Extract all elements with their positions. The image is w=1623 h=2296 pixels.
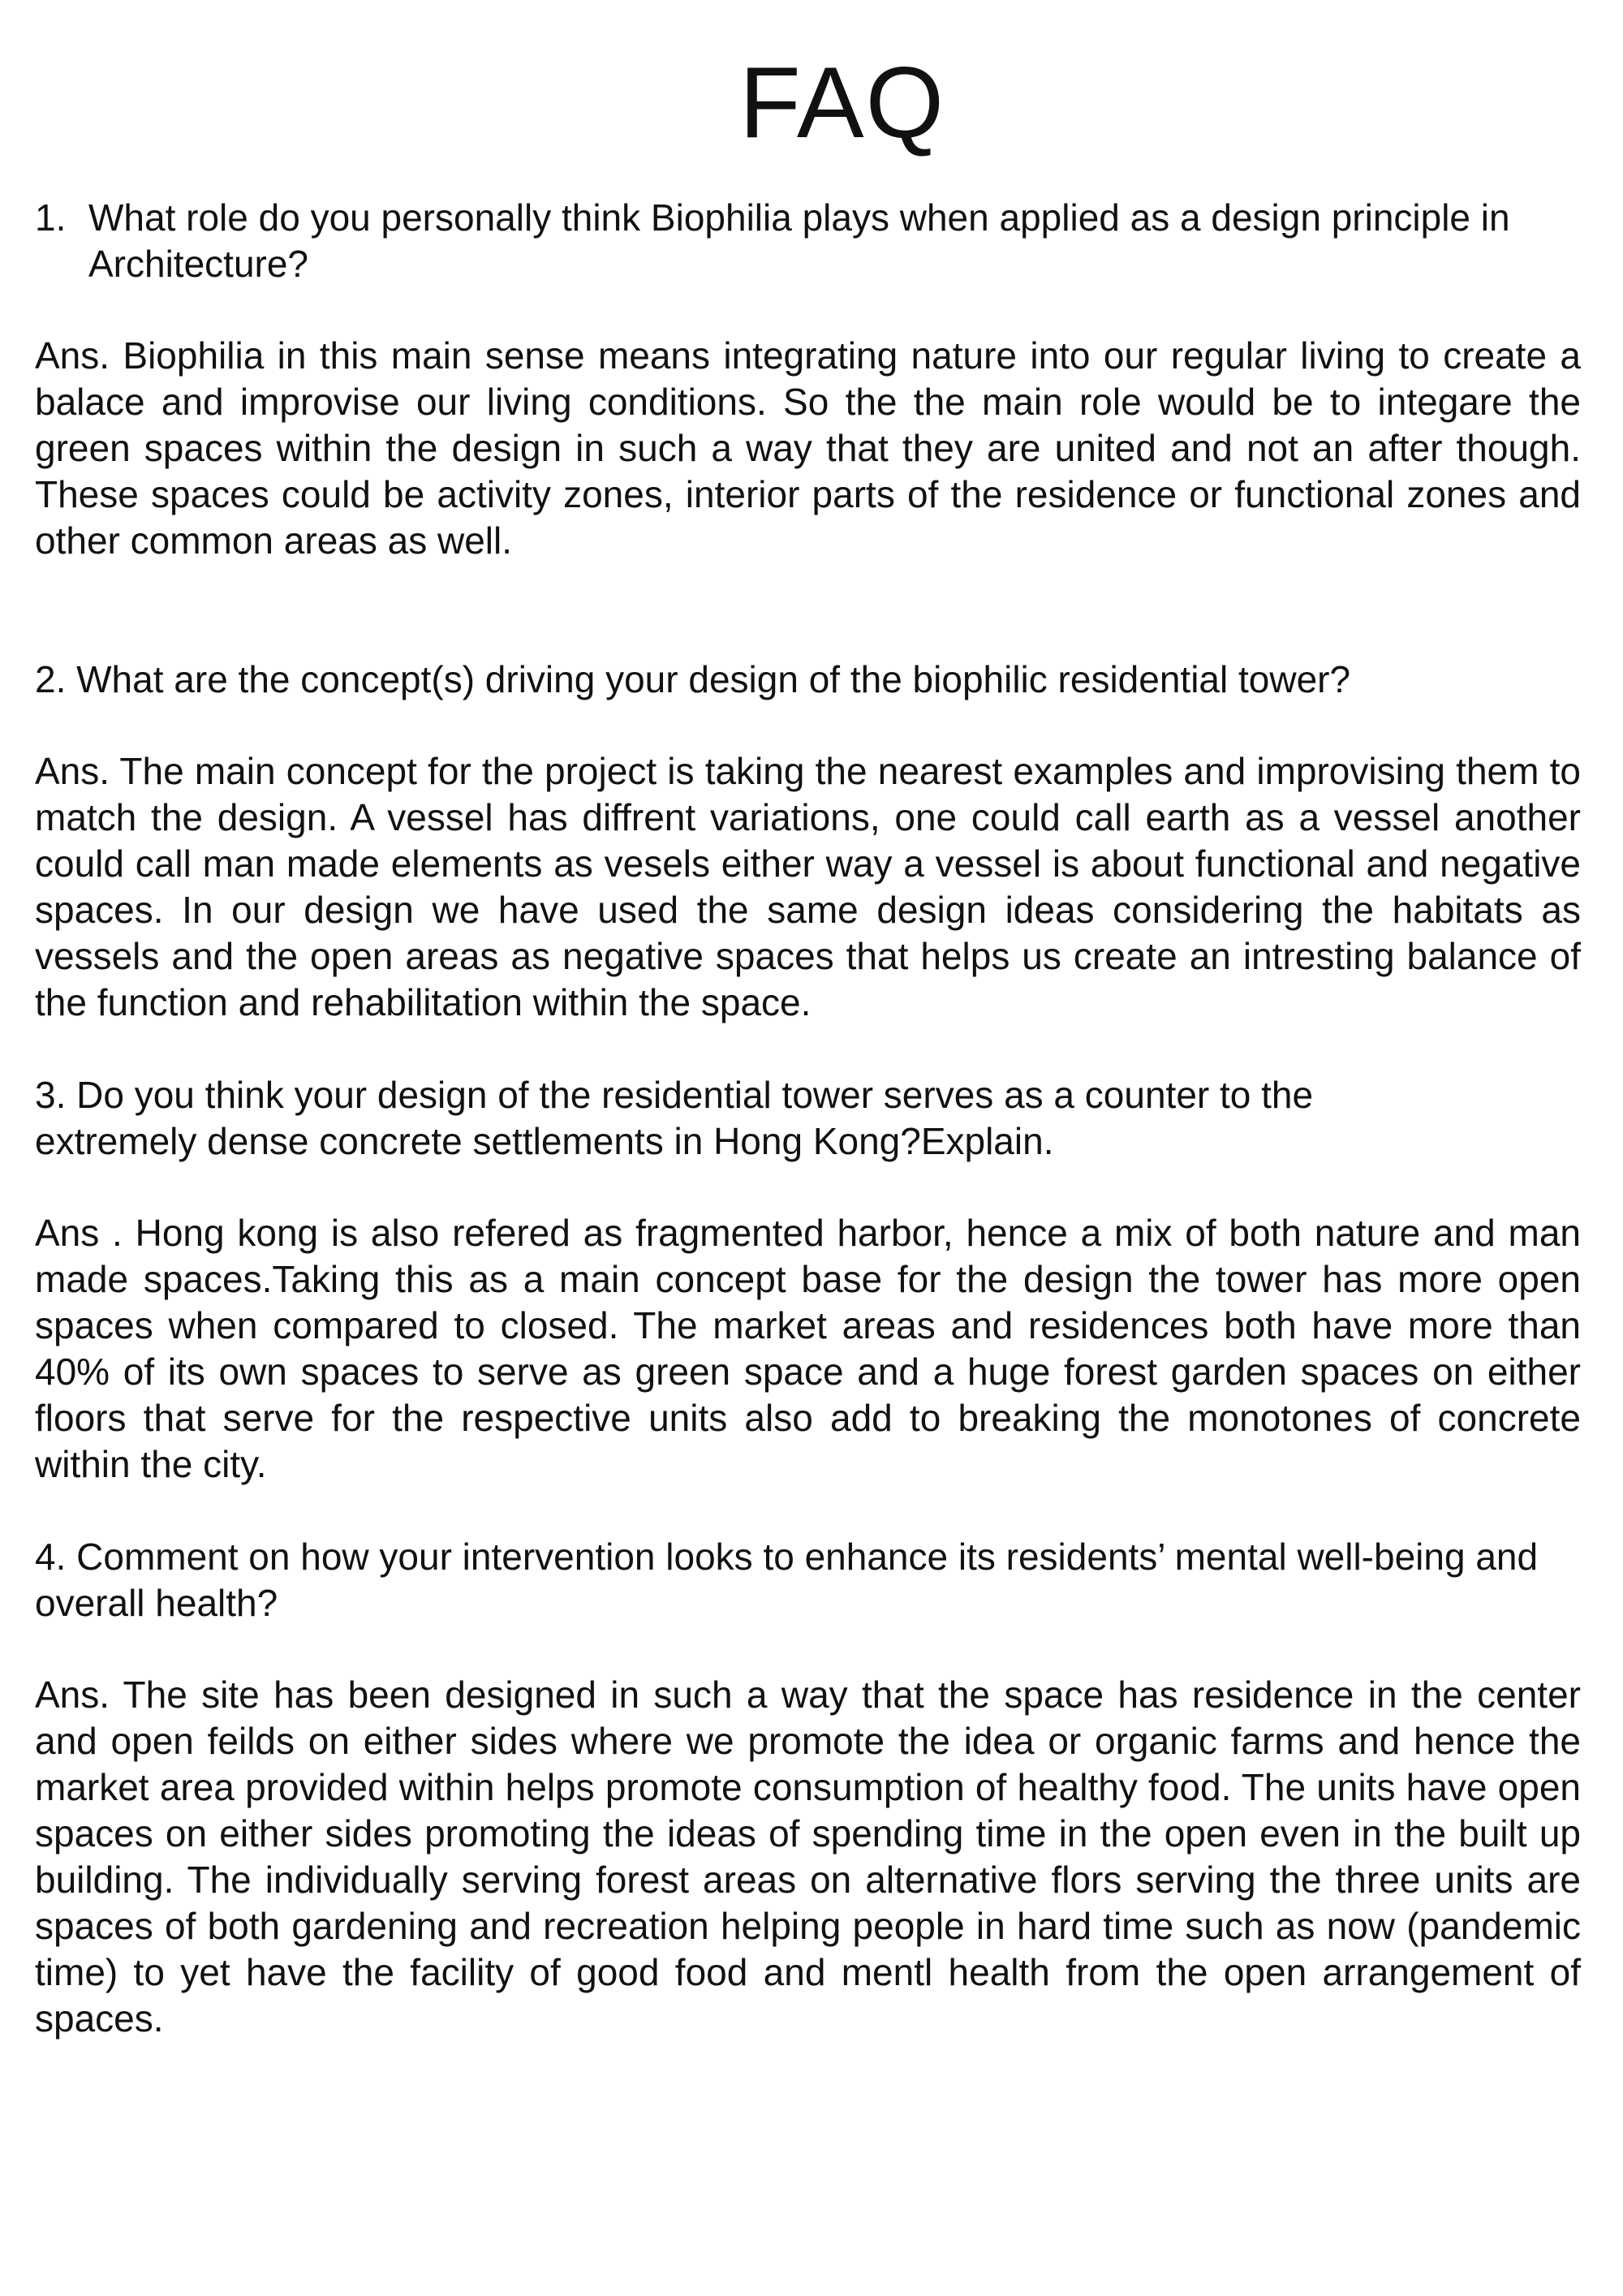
faq-answer-4: Ans. The site has been designed in such a way that the space has residence in the center and open feilds on either sides where we promote the idea or organic farms and hence the market area provided within helps promote consumption of healthy food. The units have open spaces on either sides promoting the ideas of spending time in the open even in the built up building. The individually serving forest areas on alternative flors serving the three units are spaces of both gardening and recreation helping people in hard time such as now (pandemic time) to yet have the facility of good food and mentl health from the open arrangement of spaces. bbox=[35, 1674, 1581, 2040]
faq-question-4: 4. Comment on how your intervention looks to enhance its residents’ mental well-being and overall health? bbox=[35, 1536, 1539, 1624]
question-number: 1. bbox=[35, 196, 67, 239]
faq-answer-1: Ans. Biophilia in this main sense means integrating nature into our regular living to create a balace and improvise our living conditions. So the the main role would be to integare the green spaces within the design in such a way that they are united and not an after though. These spaces could be activity zones, interior parts of the residence or functional zones and other common areas as well. bbox=[35, 334, 1581, 562]
faq-answer-3: Ans . Hong kong is also refered as fragmented harbor, hence a mix of both nature and man made spaces.Taking this as a main concept base for the design the tower has more open spaces when compared to closed. The market areas and residences both have more than 40% of its own spaces to serve as green space and a huge forest garden spaces on either floors that serve for the respective units also add to breaking the monotones of concrete within the city. bbox=[35, 1212, 1581, 1485]
faq-question-3: 3. Do you think your design of the residential tower serves as a counter to the extremely dense concrete settlements in Hong Kong?Explain. bbox=[35, 1074, 1314, 1162]
section-spacer bbox=[35, 564, 1581, 657]
faq-content bbox=[35, 195, 1581, 2042]
faq-question-2: 2. What are the concept(s) driving your design of the biophilic residential tower? bbox=[35, 658, 1351, 700]
question-text: What role do you personally think Biophilia plays when applied as a design principle in Architecture? bbox=[88, 196, 1510, 285]
faq-question-1 bbox=[35, 195, 1581, 287]
faq-answer-2: Ans. The main concept for the project is taking the nearest examples and improvising them to match the design. A vessel has diffrent variations, one could call earth as a vessel another could call man made elements as vesels either way a vessel is about functional and negative spaces. In our design we have used the same design ideas considering the habitats as vessels and the open areas as negative spaces that helps us create an intresting balance of the function and rehabilitation within the space. bbox=[35, 750, 1581, 1023]
section-spacer bbox=[35, 1026, 1581, 1072]
section-spacer bbox=[35, 1488, 1581, 1534]
page-title: FAQ bbox=[738, 47, 946, 159]
